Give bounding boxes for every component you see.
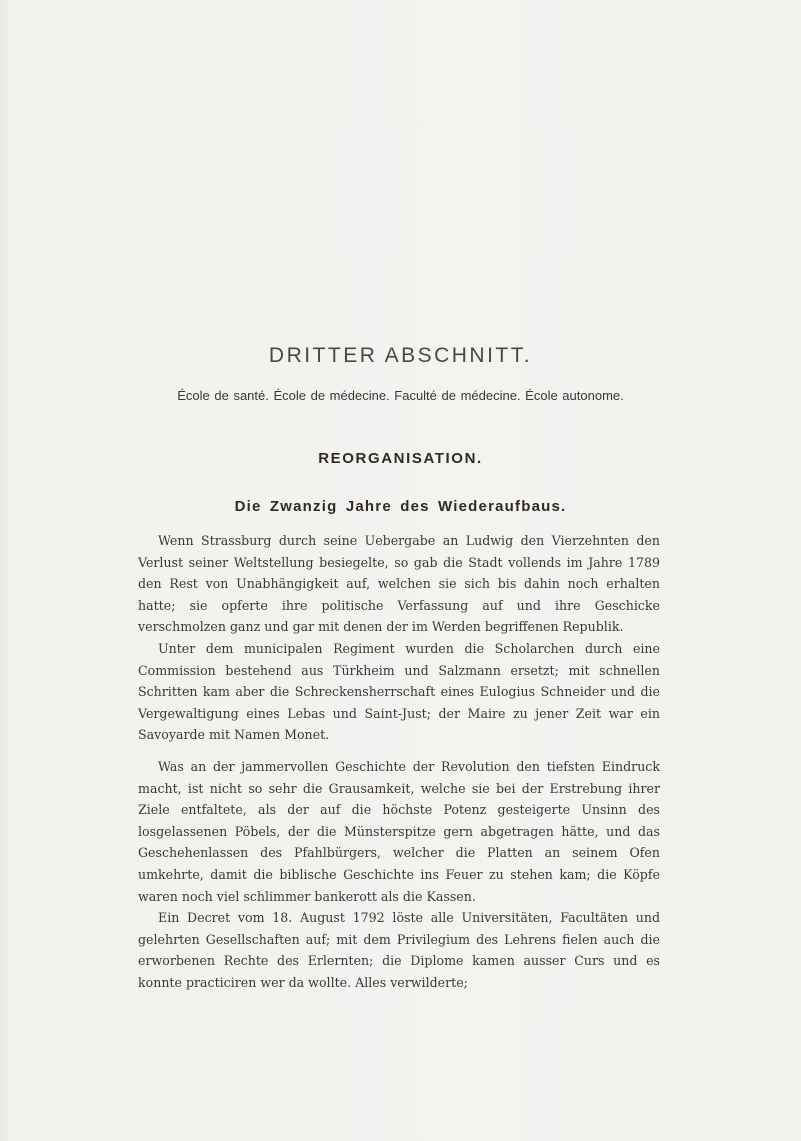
body-text	[138, 530, 660, 993]
section-title: REORGANISATION.	[318, 450, 483, 467]
section-subtitle: Die Zwanzig Jahre des Wiederaufbaus.	[234, 498, 567, 515]
paragraph-2: Unter dem municipalen Regiment wurden die Scholarchen durch eine Commission bestehend aus Türkheim und Salzmann ersetzt; mit schnellen Schritten kam aber die Schreckensherrschaft eines Eulogius Schneider und die Vergewaltigung eines Lebas und Saint-Just; der Maire zu jener Zeit war ein Savoyarde mit Namen Monet.	[138, 640, 660, 743]
chapter-subtitle: École de santé. École de médecine. Faculté de médecine. École autonome.	[177, 388, 624, 403]
paragraph-3: Was an der jammervollen Geschichte der Revolution den tiefsten Eindruck macht, ist nicht so sehr die Grausamkeit, welche sie bei der Erstrebung ihrer Ziele entfaltete, als der auf die höchste Potenz gesteigerte Unsinn des losgelassenen Pöbels, der die Münsterspitze gern abgetragen hätte, und das Geschehenlassen des Pfahlbürgers, welcher die Platten an seinem Ofen umkehrte, damit die biblische Geschichte ins Feuer zu stehen kam; die Köpfe waren noch viel schlimmer bankerott als die Kassen.	[138, 758, 660, 904]
chapter-title: DRITTER ABSCHNITT.	[268, 344, 533, 367]
paragraph-4: Ein Decret vom 18. August 1792 löste alle Universitäten, Facultäten und gelehrten Gesellschaften auf; mit dem Privilegium des Lehrens fielen auch die erworbenen Rechte des Erlernten; die Diplome kamen ausser Curs und es konnte practiciren wer da wollte. Alles verwilderte;	[138, 910, 660, 990]
paragraph-1: Wenn Strassburg durch seine Uebergabe an Ludwig den Vierzehnten den Verlust seiner Weltstellung besiegelte, so gab die Stadt vollends im Jahre 1789 den Rest von Unabhängigkeit auf, welchen sie sich bis dahin noch erhalten hatte; sie opferte ihre politische Verfassung auf und ihre Geschicke verschmolzen ganz und gar mit denen der im Werden begriffenen Republik.	[138, 533, 660, 635]
